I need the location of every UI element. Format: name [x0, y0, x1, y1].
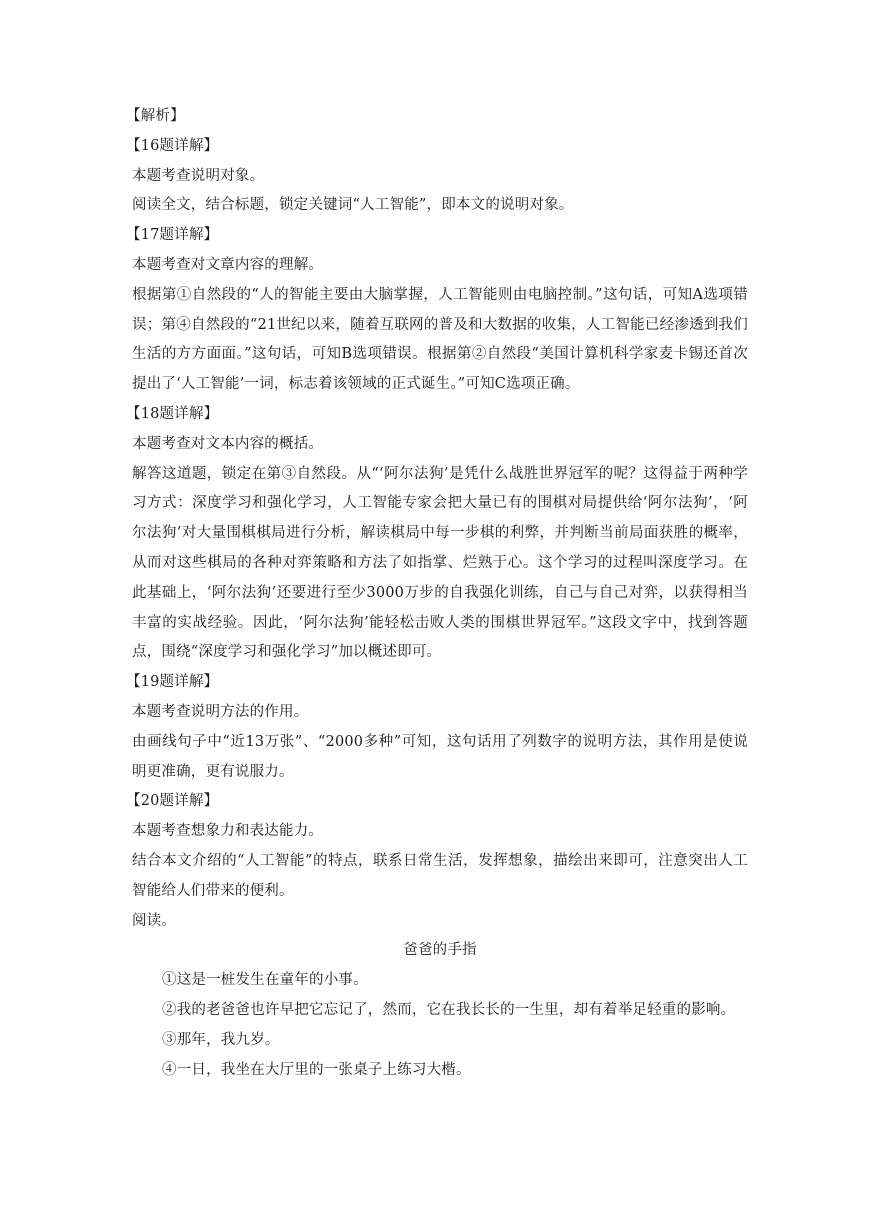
q16-line-1: 本题考查说明对象。 — [132, 167, 265, 184]
q20-heading: 【20题详解】 — [126, 793, 219, 810]
q20-intro: 本题考查想象力和表达能力。 — [132, 823, 324, 840]
reading-paragraph-1: ①这是一桩发生在童年的小事。 — [162, 972, 368, 989]
analysis-label: 【解析】 — [126, 108, 185, 124]
q19-body: 由画线句子中“近13万张”、“2000多种”可知，这句话用了列数字的说明方法，其作用是使说明更准确，更有说服力。 — [132, 733, 748, 780]
reading-title: 爸爸的手指 — [403, 942, 477, 959]
reading-paragraph-4: ④一日，我坐在大厅里的一张桌子上练习大楷。 — [162, 1061, 471, 1078]
q19-heading: 【19题详解】 — [126, 674, 219, 691]
q18-body: 解答这道题，锁定在第③自然段。从“‘阿尔法狗’是凭什么战胜世界冠军的呢？这得益于两种学习方式：深度学习和强化学习，人工智能专家会把大量已有的围棋对局提供给‘阿尔法狗’，‘阿尔法狗’对大量围棋棋局进行分析，解读棋局中每一步棋的利弊，并判断当前局面获胜的概率，从而对这些棋局的各种对弈策略和方法了如指掌、烂熟于心。这个学习的过程叫深度学习。在此基础上，‘阿尔法狗’还要进行至少3000万步的自我强化训练，自己与自己对弈，以获得相当丰富的实战经验。因此，‘阿尔法狗’能轻松击败人类的围棋世界冠军。”这段文字中，找到答题点，围绕“深度学习和强化学习”加以概述即可。 — [132, 465, 748, 661]
reading-paragraph-2: ②我的老爸爸也许早把它忘记了，然而，它在我长长的一生里，却有着举足轻重的影响。 — [162, 1001, 736, 1018]
q18-heading: 【18题详解】 — [126, 405, 219, 422]
q17-intro: 本题考查对文章内容的理解。 — [132, 256, 324, 273]
q16-heading: 【16题详解】 — [126, 137, 219, 154]
reading-label: 阅读。 — [132, 912, 177, 929]
document-content — [126, 102, 748, 1085]
q20-body: 结合本文介绍的“人工智能”的特点，联系日常生活，发挥想象，描绘出来即可，注意突出人工智能给人们带来的便利。 — [132, 852, 748, 899]
q17-heading: 【17题详解】 — [126, 227, 219, 244]
q17-body: 根据第①自然段的“人的智能主要由大脑掌握，人工智能则由电脑控制。”这句话，可知A选项错误；第④自然段的“21世纪以来，随着互联网的普及和大数据的收集，人工智能已经渗透到我们生活的方方面面。”这句话，可知B选项错误。根据第②自然段“美国计算机科学家麦卡锡还首次提出了‘人工智能’一词，标志着该领域的正式诞生。”可知C选项正确。 — [132, 286, 748, 393]
q16-line-2: 阅读全文，结合标题，锁定关键词“人工智能”，即本文的说明对象。 — [132, 197, 574, 214]
reading-paragraph-3: ③那年，我九岁。 — [162, 1031, 280, 1048]
q19-intro: 本题考查说明方法的作用。 — [132, 703, 309, 720]
q18-intro: 本题考查对文本内容的概括。 — [132, 435, 324, 452]
